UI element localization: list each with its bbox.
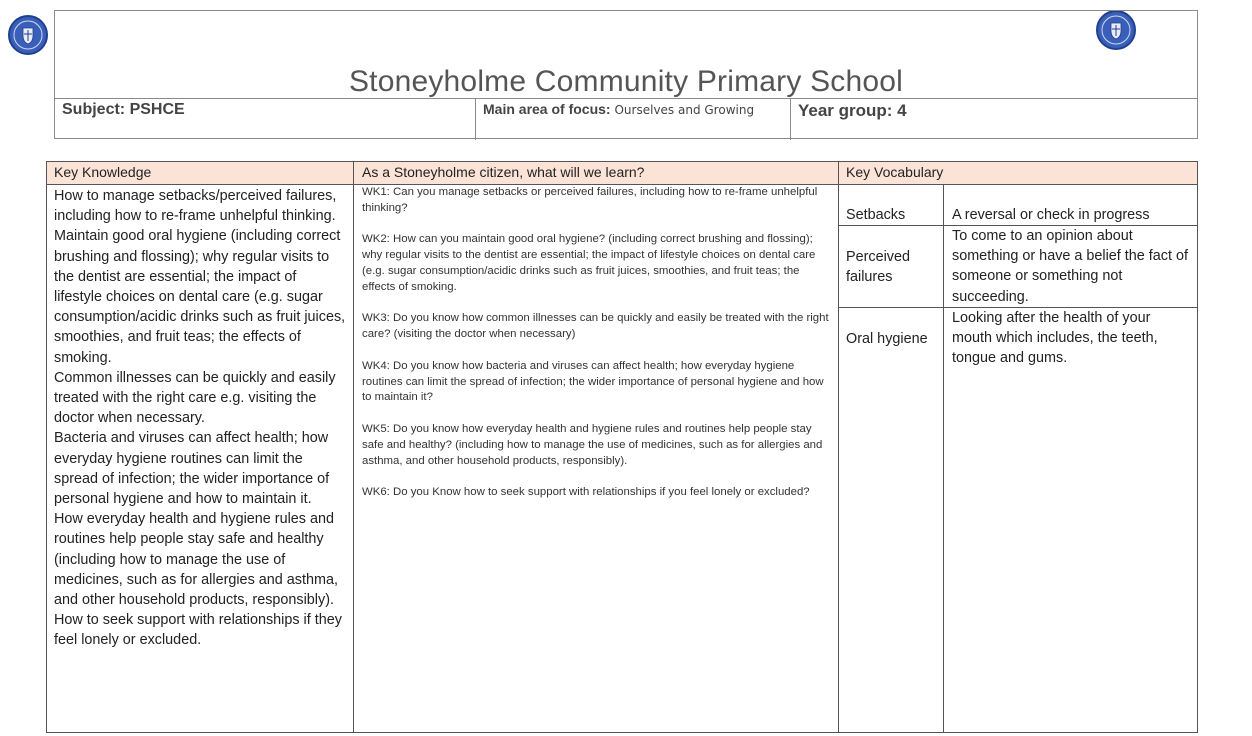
learn-item: WK2: How can you maintain good oral hygiene? (including correct brushing and flossing); why regular visits to the dentist are essential; the impact of lifestyle choices on dental care (e.g. sugar consumption/acidic drinks such as fruit juices, smoothies, and fruit teas; the effects of smoking. bbox=[362, 233, 816, 293]
learn-item: WK5: Do you know how everyday health and hygiene rules and routines help people stay safe and healthy? (including how to manage the use of medicines, such as for allergies and asthma, and other household products, responsibly). bbox=[362, 422, 823, 467]
knowledge-item: How to manage setbacks/perceived failures, including how to re-frame unhelpful thinking. bbox=[54, 188, 337, 225]
vocab-definition: To come to an opinion about something or have a belief the fact of someone or something not succeeding. bbox=[952, 228, 1188, 305]
vocab-definition: A reversal or check in progress bbox=[952, 207, 1150, 223]
table-header-row bbox=[47, 162, 1197, 185]
knowledge-item: Maintain good oral hygiene (including correct brushing and flossing); why regular visits to the dentist are essential; the impact of lifestyle choices on dental care (e.g. sugar consumption/acidic drinks such as fruit juices, smoothies, and fruit teas; the effects of smoking. bbox=[54, 228, 346, 366]
vocab-definition: Looking after the health of your mouth which includes, the teeth, tongue and gums. bbox=[952, 310, 1158, 367]
school-title: Stoneyholme Community Primary School bbox=[348, 65, 904, 98]
focus-label: Main area of focus: bbox=[483, 101, 611, 117]
key-knowledge-column bbox=[54, 186, 346, 651]
school-crest-icon bbox=[8, 15, 48, 55]
info-row bbox=[55, 98, 1197, 140]
content-table bbox=[46, 161, 1198, 733]
learn-item: WK3: Do you know how common illnesses can be quickly and easily be treated with the right care? (visiting the doctor when necessary) bbox=[362, 312, 829, 341]
focus-cell bbox=[475, 99, 790, 140]
learn-item: WK1: Can you manage setbacks or perceived failures, including how to re-frame unhelpful thinking? bbox=[362, 186, 818, 214]
vocabulary-header: Key Vocabulary bbox=[846, 164, 944, 180]
document-header bbox=[54, 10, 1198, 139]
learn-item: WK4: Do you know how bacteria and viruses can affect health; how everyday hygiene routines can limit the spread of infection; the wider importance of personal hygiene and how to maintain it? bbox=[362, 359, 824, 404]
subject-cell: Subject: PSHCE bbox=[62, 101, 185, 118]
knowledge-item: Bacteria and viruses can affect health; how everyday hygiene routines can limit the spread of infection; the wider importance of personal hygiene and how to maintain it. bbox=[54, 430, 330, 508]
vocab-term: Oral hygiene bbox=[846, 331, 928, 347]
column-divider bbox=[943, 184, 944, 732]
column-divider bbox=[353, 162, 354, 732]
learn-item: WK6: Do you Know how to seek support with relationships if you feel lonely or excluded? bbox=[362, 486, 810, 499]
learn-header: As a Stoneyholme citizen, what will we learn? bbox=[362, 164, 645, 180]
year-group-cell: Year group: 4 bbox=[790, 99, 1197, 140]
knowledge-item: How everyday health and hygiene rules and routines help people stay safe and healthy (including how to manage the use of medicines, such as for allergies and asthma, and other household products, responsibly). bbox=[54, 511, 338, 609]
knowledge-item: How to seek support with relationships if they feel lonely or excluded. bbox=[54, 612, 342, 649]
vocab-term: Setbacks bbox=[846, 207, 906, 223]
knowledge-item: Common illnesses can be quickly and easily treated with the right care e.g. visiting the doctor when necessary. bbox=[54, 369, 336, 427]
learn-column bbox=[362, 185, 832, 517]
focus-value: Ourselves and Growing bbox=[614, 103, 755, 117]
vocab-term: Perceived failures bbox=[846, 249, 910, 286]
key-knowledge-header: Key Knowledge bbox=[54, 164, 152, 180]
column-divider bbox=[838, 162, 839, 732]
